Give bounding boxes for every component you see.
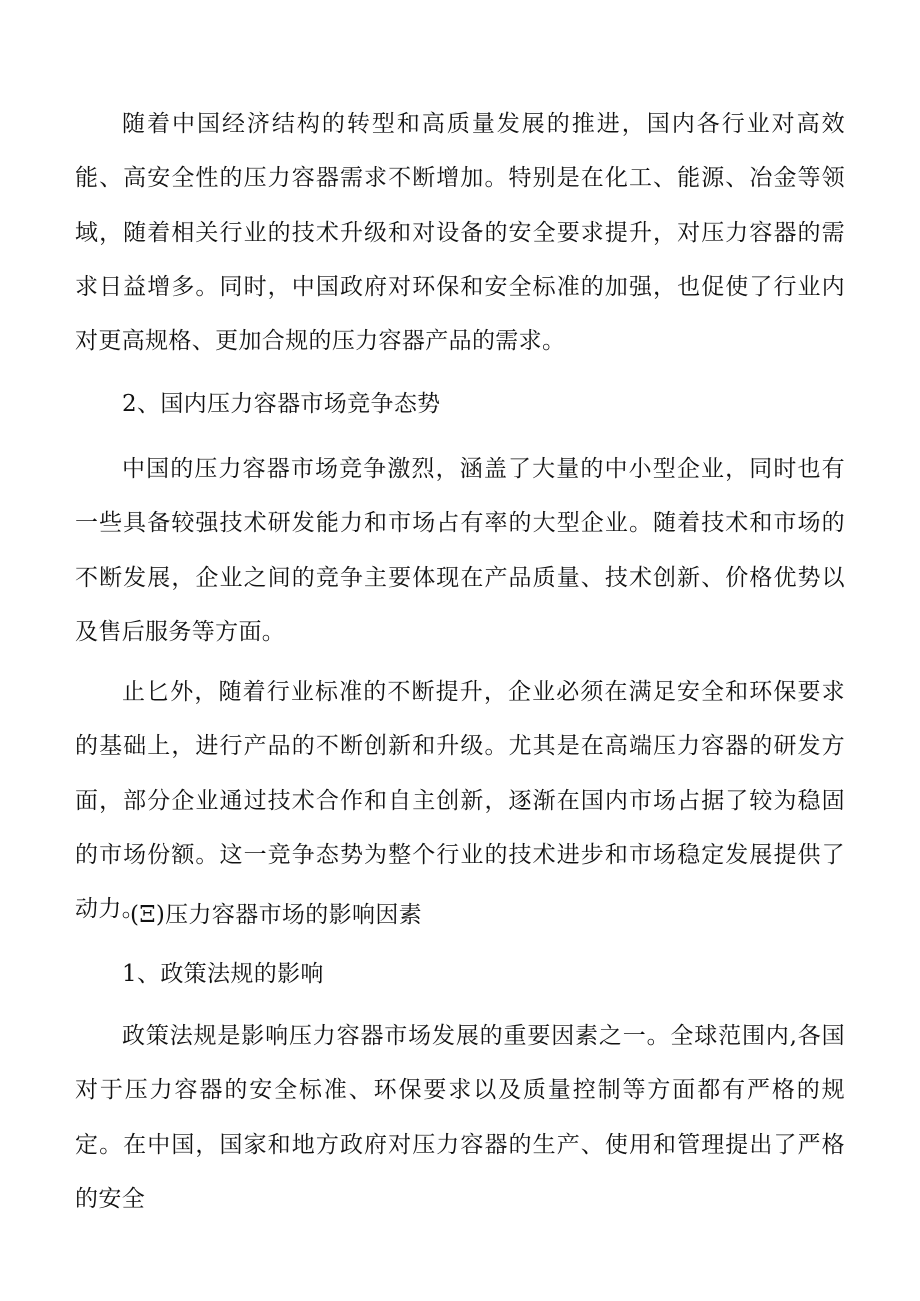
body-paragraph: 中国的压力容器市场竞争激烈，涵盖了大量的中小型企业，同时也有一些具备较强技术研发能力和市场占有率的大型企业。随着技术和市场的不断发展，企业之间的竞争主要体现在产品质量、技术创新、价格优势以及售后服务等方面。 (75, 456, 845, 645)
section-heading: 2、国内压力容器市场竞争态势 (122, 391, 441, 417)
body-paragraph: 政策法规是影响压力容器市场发展的重要因素之一。全球范围内,各国对于压力容器的安全标准、环保要求以及质量控制等方面都有严格的规定。在中国，国家和地方政府对压力容器的生产、使用和管理提出了严格的安全 (75, 1023, 845, 1212)
body-paragraph: 止匕外，随着行业标准的不断提升，企业必须在满足安全和环保要求的基础上，进行产品的不断创新和升级。尤其是在高端压力容器的研发方面，部分企业通过技术合作和自主创新，逐渐在国内市场占据了较为稳固的市场份额。这一竞争态势为整个行业的技术进步和市场稳定发展提供了动力。 (75, 679, 845, 923)
section-heading: 1、政策法规的影响 (122, 961, 324, 987)
body-paragraph: 随着中国经济结构的转型和高质量发展的推进，国内各行业对高效能、高安全性的压力容器需求不断增加。特别是在化工、能源、冶金等领域，随着相关行业的技术升级和对设备的安全要求提升，对压力容器的需求日益增多。同时，中国政府对环保和安全标准的加强，也促使了行业内对更高规格、更加合规的压力容器产品的需求。 (75, 111, 845, 355)
chapter-heading: (Ξ)压力容器市场的影响因素 (130, 902, 423, 928)
